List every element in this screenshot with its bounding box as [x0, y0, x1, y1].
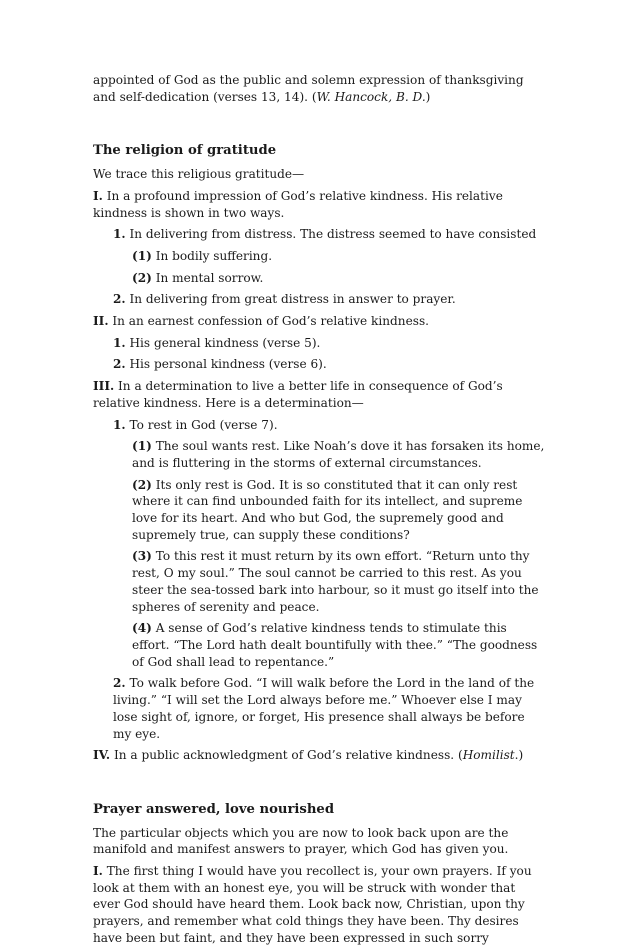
point-text: The soul wants rest. Like Noah’s dove it has forsaken its home, and is fluttering in the storms of external circumstances.: [132, 439, 545, 470]
point-number: 2.: [113, 292, 126, 307]
point-III: [93, 378, 545, 411]
point-number: 2.: [113, 357, 126, 372]
section1-lead: We trace this religious gratitude—: [93, 167, 305, 182]
point-text: In a public acknowledgment of God’s relative kindness. (: [110, 748, 463, 763]
intro-close: ): [425, 89, 431, 104]
point-text: To walk before God. “I will walk before the Lord in the land of the living.” “I will set the Lord always before me.” Whoever else I may lose sight of, ignore, or forget, His presence shall always be before my eye.: [113, 676, 535, 741]
point-number: 2.: [113, 676, 126, 691]
intro-citation: W. Hancock, B. D.: [316, 89, 426, 104]
point-text: In a profound impression of God’s relative kindness. His relative kindness is shown in two ways.: [93, 188, 503, 220]
intro-text: appointed of God as the public and solemn expression of thanksgiving and self-dedication (verses 13, 14). (: [93, 73, 524, 104]
point-text: To rest in God (verse 7).: [125, 417, 278, 432]
point-number: III.: [93, 379, 115, 394]
section2-point-I: [93, 863, 545, 947]
point-number: 1.: [113, 227, 126, 242]
point-II: [93, 313, 545, 330]
point-III-1-3: [93, 548, 545, 615]
point-number: IV.: [93, 748, 111, 763]
point-number: (3): [132, 549, 152, 564]
point-text: A sense of God’s relative kindness tends to stimulate this effort. “The Lord hath dealt bountifully with thee.” “The goodness of God shall lead to repentance.”: [132, 621, 538, 669]
point-I-1-2: [93, 270, 545, 287]
intro-paragraph: [93, 72, 545, 105]
point-I-2: [93, 291, 545, 308]
point-number: II.: [93, 314, 109, 329]
point-text: In a determination to live a better life in consequence of God’s relative kindness. Here is a determination—: [93, 379, 503, 410]
section2-lead: The particular objects which you are now to look back upon are the manifold and manifest answers to prayer, which God has given you.: [93, 825, 509, 857]
point-number: I.: [93, 188, 103, 203]
point-close: .): [514, 748, 524, 763]
point-text: In mental sorrow.: [151, 270, 264, 285]
point-III-1-4: [93, 620, 545, 670]
point-IV: [93, 747, 545, 764]
point-III-1-1: [93, 438, 545, 471]
point-text: In an earnest confession of God’s relative kindness.: [108, 314, 429, 329]
point-text: Its only rest is God. It is so constituted that it can only rest where it can find unbounded faith for its intellect, and supreme love for its heart. And who but God, the supremely good and supremely true, can supply these conditions?: [132, 477, 523, 542]
point-text: The first thing I would have you recollect is, your own prayers. If you look at them with an honest eye, you will be struck with wonder that ever God should have heard them. Look back now, Christian, upon thy prayers, and remember what cold things they have been. Thy desires have been but faint, and they have been expressed in such sorry: [93, 864, 532, 945]
point-I-1: [93, 226, 545, 243]
point-number: (2): [132, 477, 152, 492]
point-II-1: [93, 335, 545, 352]
point-text: His general kindness (verse 5).: [125, 335, 321, 350]
point-III-1: [93, 417, 545, 434]
point-text: His personal kindness (verse 6).: [125, 357, 327, 372]
point-text: In bodily suffering.: [151, 248, 273, 263]
page-content: [93, 72, 545, 952]
point-number: (1): [132, 439, 152, 454]
point-number: (4): [132, 621, 152, 636]
point-text: In delivering from great distress in answer to prayer.: [125, 292, 456, 307]
point-number: 1.: [113, 417, 126, 432]
point-number: (1): [132, 248, 152, 263]
point-III-2: [93, 675, 545, 742]
point-text: In delivering from distress. The distress seemed to have consisted: [125, 227, 537, 242]
section-heading-religion-of-gratitude: The religion of gratitude: [93, 143, 277, 159]
section-heading-prayer-answered: Prayer answered, love nourished: [93, 801, 335, 817]
point-I: [93, 188, 545, 221]
point-I-1-1: [93, 248, 545, 265]
point-number: I.: [93, 864, 103, 879]
point-text: To this rest it must return by its own effort. “Return unto thy rest, O my soul.” The soul cannot be carried to this rest. As you steer the sea-tossed bark into harbour, so it must go itself into the spheres of serenity and peace.: [132, 549, 539, 614]
point-number: 1.: [113, 335, 126, 350]
point-III-1-2: [93, 477, 545, 544]
point-citation: Homilist: [462, 748, 515, 763]
point-number: (2): [132, 270, 152, 285]
point-II-2: [93, 356, 545, 373]
